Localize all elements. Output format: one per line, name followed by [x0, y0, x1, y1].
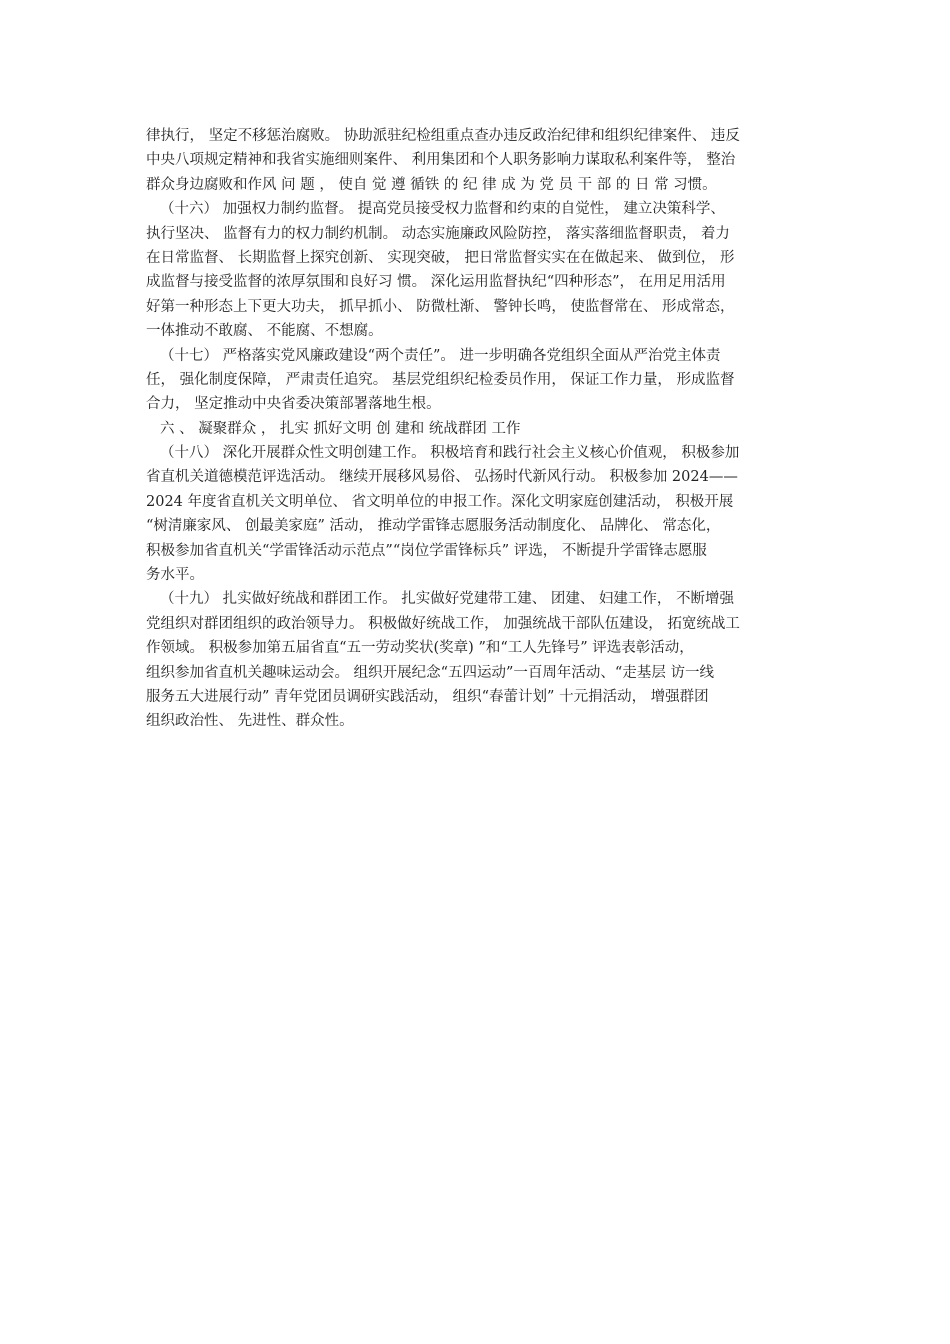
text-line: 党组织对群团组织的政治领导力。 积极做好统战工作， 加强统战干部队伍建设， 拓宽统战工: [146, 615, 740, 632]
paragraph-16-heading-line: （十六） 加强权力制约监督。 提高党员接受权力监督和约束的自觉性， 建立决策科学、: [160, 201, 725, 218]
paragraph-18-heading-line: （十八） 深化开展群众性文明创建工作。 积极培育和践行社会主义核心价值观， 积极参加: [160, 445, 740, 462]
text-line: 律执行， 坚定不移惩治腐败。 协助派驻纪检组重点查办违反政治纪律和组织纪律案件、 违反: [146, 128, 740, 144]
document-body: [146, 124, 816, 734]
text-line: “树清廉家风、 创最美家庭” 活动， 推动学雷锋志愿服务活动制度化、 品牌化、 常态化，: [146, 518, 721, 535]
text-line: 服务五大进展行动” 青年党团员调研实践活动， 组织“春蕾计划” 十元捐活动， 增强群团: [146, 688, 709, 705]
section-six-heading: 六 、 凝聚群众 ， 扎实 抓好文明 创 建和 统战群团 工作: [160, 420, 521, 437]
text-line: 2024 年度省直机关文明单位、 省文明单位的申报工作。深化文明家庭创建活动， 积极开展: [146, 493, 734, 510]
text-line: 省直机关道德模范评选活动。 继续开展移风易俗、 弘扬时代新风行动。 积极参加 2024——: [146, 469, 738, 486]
text-line: 任， 强化制度保障， 严肃责任追究。 基层党组织纪检委员作用， 保证工作力量， 形成监督: [146, 371, 735, 388]
text-line: 好第一种形态上下更大功夫， 抓早抓小、 防微杜渐、 警钟长鸣， 使监督常在、 形成常态，: [146, 298, 735, 315]
text-line: 一体推动不敢腐、 不能腐、不想腐。: [146, 323, 383, 340]
paragraph-19-heading-line: （十九） 扎实做好统战和群团工作。 扎实做好党建带工建、 团建、 妇建工作， 不断增强: [160, 591, 735, 608]
text-line: 组织政治性、 先进性、群众性。: [146, 713, 354, 730]
paragraph-17-heading-line: （十七） 严格落实党风廉政建设“两个责任”。 进一步明确各党组织全面从严治党主体责: [160, 347, 721, 364]
text-line: 积极参加省直机关“学雷锋活动示范点”“岗位学雷锋标兵” 评选， 不断提升学雷锋志愿服: [146, 542, 707, 559]
text-line: 执行坚决、 监督有力的权力制约机制。 动态实施廉政风险防控， 落实落细监督职责， 着力: [146, 225, 730, 242]
text-line: 务水平。: [146, 567, 204, 584]
text-line: 在日常监督、 长期监督上探究创新、 实现突破， 把日常监督实实在在做起来、 做到位， 形: [146, 249, 735, 266]
text-line: 作领域。 积极参加第五届省直“五一劳动奖状(奖章) ”和“工人先锋号” 评选表彰活动，: [146, 640, 694, 657]
text-line: 中央八项规定精神和我省实施细则案件、 利用集团和个人职务影响力谋取私利案件等， 整治: [146, 152, 736, 169]
text-line: 组织参加省直机关趣味运动会。 组织开展纪念“五四运动”一百周年活动、“走基层 访一线: [146, 664, 714, 681]
text-line: 成监督与接受监督的浓厚氛围和良好习 惯。 深化运用监督执纪“四种形态”， 在用足用活用: [146, 274, 726, 291]
text-line: 合力， 坚定推动中央省委决策部署落地生根。: [146, 396, 441, 413]
text-line: 群众身边腐败和作风 问 题 ， 使自 觉 遵 循铁 的 纪 律 成 为 党 员 干 部 的 日 常 习惯。: [146, 176, 717, 193]
